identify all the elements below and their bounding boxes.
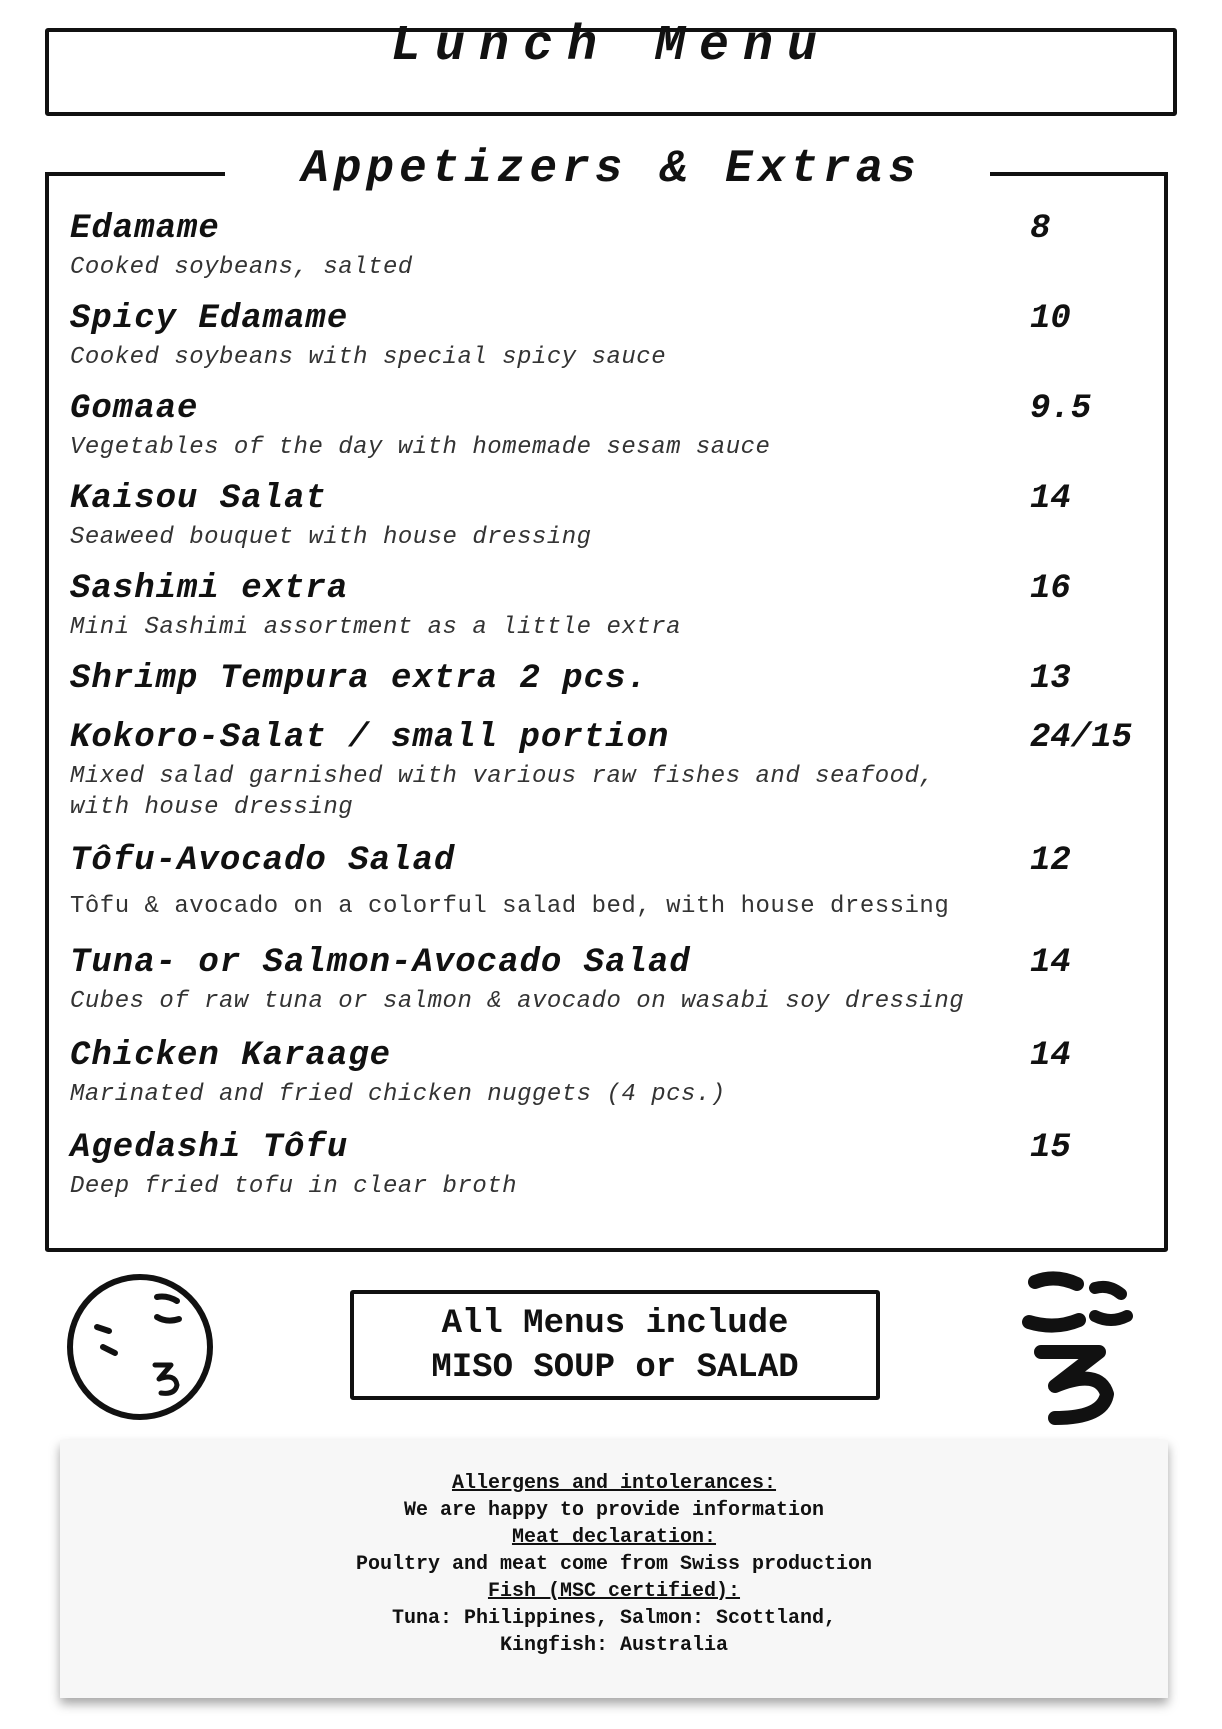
item-price: 16 bbox=[1030, 570, 1071, 608]
item-description: Seaweed bouquet with house dressing bbox=[70, 524, 592, 551]
allergens-text: We are happy to provide information bbox=[403, 1499, 825, 1522]
item-price: 12 bbox=[1030, 842, 1071, 880]
fish-heading: Fish (MSC certified): bbox=[487, 1580, 741, 1603]
item-price: 15 bbox=[1030, 1129, 1071, 1167]
section-title: Appetizers & Extras bbox=[301, 143, 921, 195]
item-description: Tôfu & avocado on a colorful salad bed, with house dressing bbox=[70, 893, 950, 920]
item-description: Mini Sashimi assortment as a little extra bbox=[70, 614, 681, 641]
item-name: Spicy Edamame bbox=[70, 300, 349, 338]
kokoro-face-logo-icon bbox=[45, 1265, 235, 1425]
item-price: 9.5 bbox=[1030, 390, 1092, 428]
allergens-heading: Allergens and intolerances: bbox=[451, 1472, 777, 1495]
item-description: Vegetables of the day with homemade sesam sauce bbox=[70, 434, 771, 461]
item-price: 8 bbox=[1030, 210, 1051, 248]
item-price: 13 bbox=[1030, 660, 1071, 698]
item-name: Agedashi Tôfu bbox=[70, 1129, 349, 1167]
item-price: 14 bbox=[1030, 944, 1071, 982]
item-price: 14 bbox=[1030, 480, 1071, 518]
item-description: Cooked soybeans, salted bbox=[70, 254, 413, 281]
meat-heading: Meat declaration: bbox=[511, 1526, 717, 1549]
allergen-info-box bbox=[60, 1440, 1168, 1698]
item-name: Kokoro-Salat / small portion bbox=[70, 719, 670, 757]
kokoro-calligraphy-logo-icon bbox=[1015, 1270, 1145, 1430]
menu-title: Lunch Menu bbox=[390, 18, 832, 75]
meat-text: Poultry and meat come from Swiss production bbox=[355, 1553, 873, 1576]
item-name: Edamame bbox=[70, 210, 220, 248]
item-description: Marinated and fried chicken nuggets (4 pcs.) bbox=[70, 1081, 726, 1108]
fish-text-1: Tuna: Philippines, Salmon: Scottland, bbox=[391, 1607, 837, 1630]
item-description: Cubes of raw tuna or salmon & avocado on wasabi soy dressing bbox=[70, 988, 965, 1015]
item-name: Chicken Karaage bbox=[70, 1037, 392, 1075]
item-name: Sashimi extra bbox=[70, 570, 349, 608]
item-description: Cooked soybeans with special spicy sauce bbox=[70, 344, 667, 371]
item-name: Tôfu-Avocado Salad bbox=[70, 842, 456, 880]
fish-text-2: Kingfish: Australia bbox=[499, 1634, 729, 1657]
notice-line-1: All Menus include bbox=[441, 1305, 789, 1343]
notice bbox=[350, 1302, 880, 1390]
item-price: 14 bbox=[1030, 1037, 1071, 1075]
item-name: Tuna- or Salmon-Avocado Salad bbox=[70, 944, 691, 982]
item-name: Gomaae bbox=[70, 390, 199, 428]
item-price: 10 bbox=[1030, 300, 1071, 338]
notice-line-2: MISO SOUP or SALAD bbox=[431, 1349, 799, 1387]
item-name: Shrimp Tempura extra 2 pcs. bbox=[70, 660, 648, 698]
item-description: Mixed salad garnished with various raw fishes and seafood, with house dressing bbox=[70, 763, 935, 821]
item-price: 24/15 bbox=[1030, 719, 1133, 757]
item-description: Deep fried tofu in clear broth bbox=[70, 1173, 518, 1200]
item-name: Kaisou Salat bbox=[70, 480, 327, 518]
